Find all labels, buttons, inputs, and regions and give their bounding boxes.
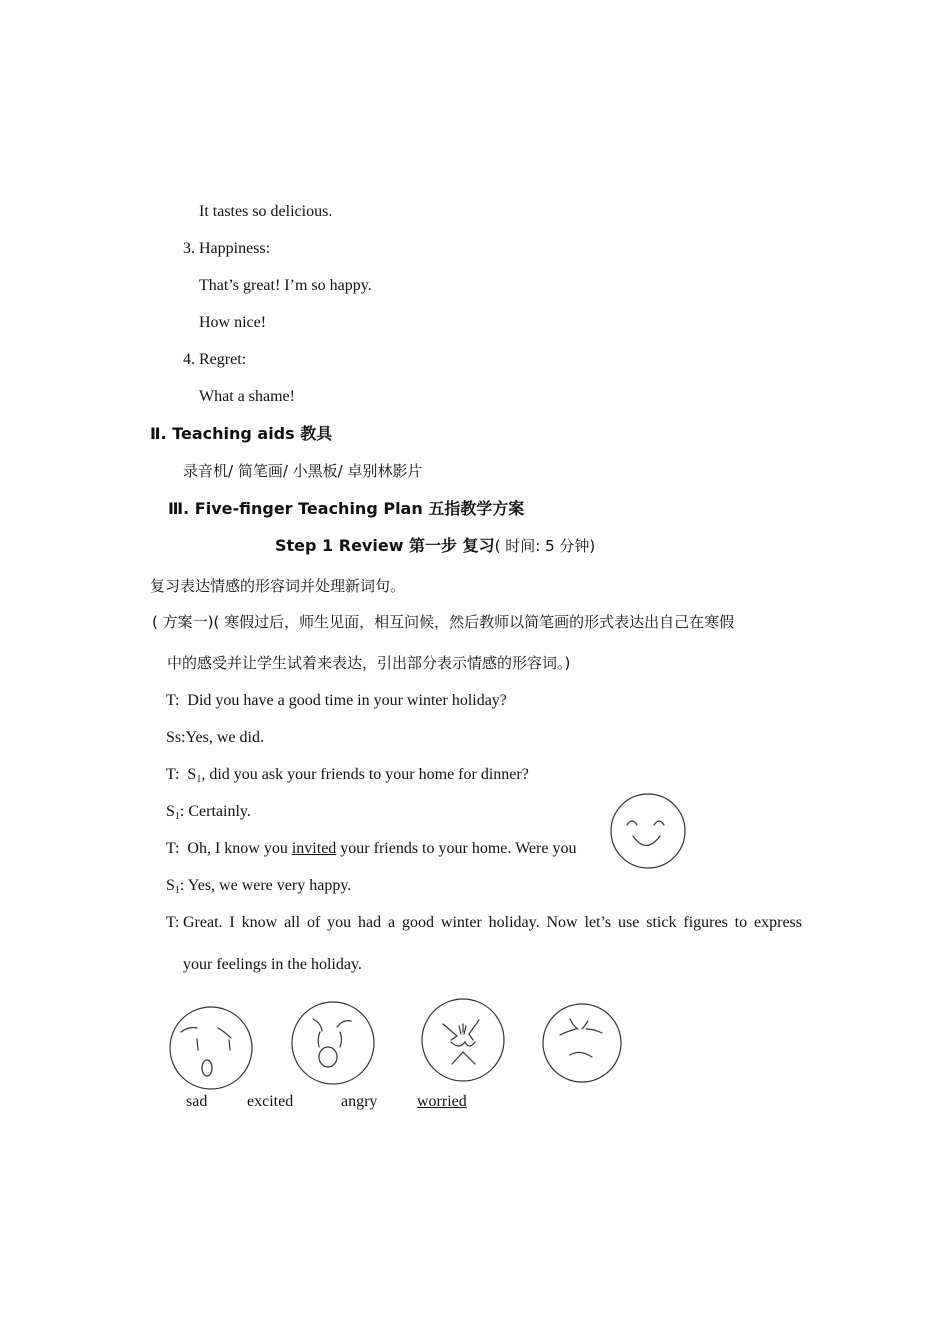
line-shame: What a shame!	[199, 388, 295, 405]
dialogue-text: , did you ask your friends to your home for dinner?	[201, 766, 529, 783]
dialogue-line	[166, 876, 351, 901]
line-delicious: It tastes so delicious.	[199, 203, 333, 220]
dialogue-line	[166, 765, 529, 790]
speaker-label: T:	[166, 766, 180, 783]
face-label-sad: sad	[186, 1093, 208, 1110]
teaching-aids-list: 录音机/ 简笔画/ 小黑板/ 卓别林影片	[183, 462, 423, 480]
dialogue-text: Yes, we did.	[185, 729, 264, 746]
dialogue-text-continued: your feelings in the holiday.	[183, 956, 362, 973]
dialogue-text: Did you have a good time in your winter holiday?	[187, 692, 507, 709]
line-great: That’s great! I’m so happy.	[199, 277, 372, 294]
dialogue-text: your friends to your home. Were you	[340, 840, 577, 857]
teaching-plan-heading: Ⅲ. Five-finger Teaching Plan 五指教学方案	[168, 499, 525, 518]
underlined-word: invited	[291, 840, 337, 857]
dialogue-text-long: Great. I know all of you had a good winter holiday. Now let’s use stick figures to express	[183, 914, 802, 931]
speaker-label: T:	[166, 840, 180, 857]
dialogue-text: : Certainly.	[179, 803, 251, 820]
student-label: S	[187, 766, 197, 783]
teaching-aids-heading: Ⅱ. Teaching aids 教具	[150, 424, 333, 443]
worried-face-icon	[542, 1003, 622, 1083]
dialogue-text: Oh, I know you	[187, 840, 288, 857]
step-heading	[275, 536, 595, 557]
excited-face-icon	[291, 1001, 375, 1085]
step-title: Step 1 Review 第一步 复习	[275, 536, 495, 555]
face-label-angry: angry	[341, 1093, 378, 1110]
dialogue-line	[166, 839, 576, 859]
line-how-nice: How nice!	[199, 314, 267, 331]
scheme-line-2: 中的感受并让学生试着来表达，引出部分表示情感的形容词。)	[167, 654, 571, 672]
student-subscript: 1	[174, 885, 180, 896]
student-label: S	[166, 803, 175, 820]
step-time: ( 时间: 5 分钟)	[494, 537, 596, 555]
speaker-label: Ss:	[166, 729, 186, 746]
scheme-line-1: ( 方案一)( 寒假过后，师生见面，相互问候，然后教师以简笔画的形式表达出自己在寒假	[152, 613, 735, 631]
sad-face-icon	[169, 1006, 253, 1090]
dialogue-text: : Yes, we were very happy.	[179, 877, 352, 894]
item-happiness: 3. Happiness:	[183, 240, 271, 257]
dialogue-line	[166, 691, 507, 711]
item-regret: 4. Regret:	[183, 351, 247, 368]
happy-face-icon	[610, 793, 688, 871]
student-subscript: 1	[174, 811, 180, 822]
face-label-excited: excited	[247, 1093, 294, 1110]
speaker-label: T:	[166, 692, 180, 709]
student-subscript: 1	[196, 774, 202, 785]
speaker-label: T:	[166, 914, 180, 931]
angry-face-icon	[421, 998, 505, 1082]
dialogue-line	[166, 728, 264, 748]
face-label-worried: worried	[417, 1093, 467, 1110]
dialogue-line	[166, 802, 251, 827]
student-label: S	[166, 877, 175, 894]
review-description: 复习表达情感的形容词并处理新词句。	[150, 577, 406, 595]
